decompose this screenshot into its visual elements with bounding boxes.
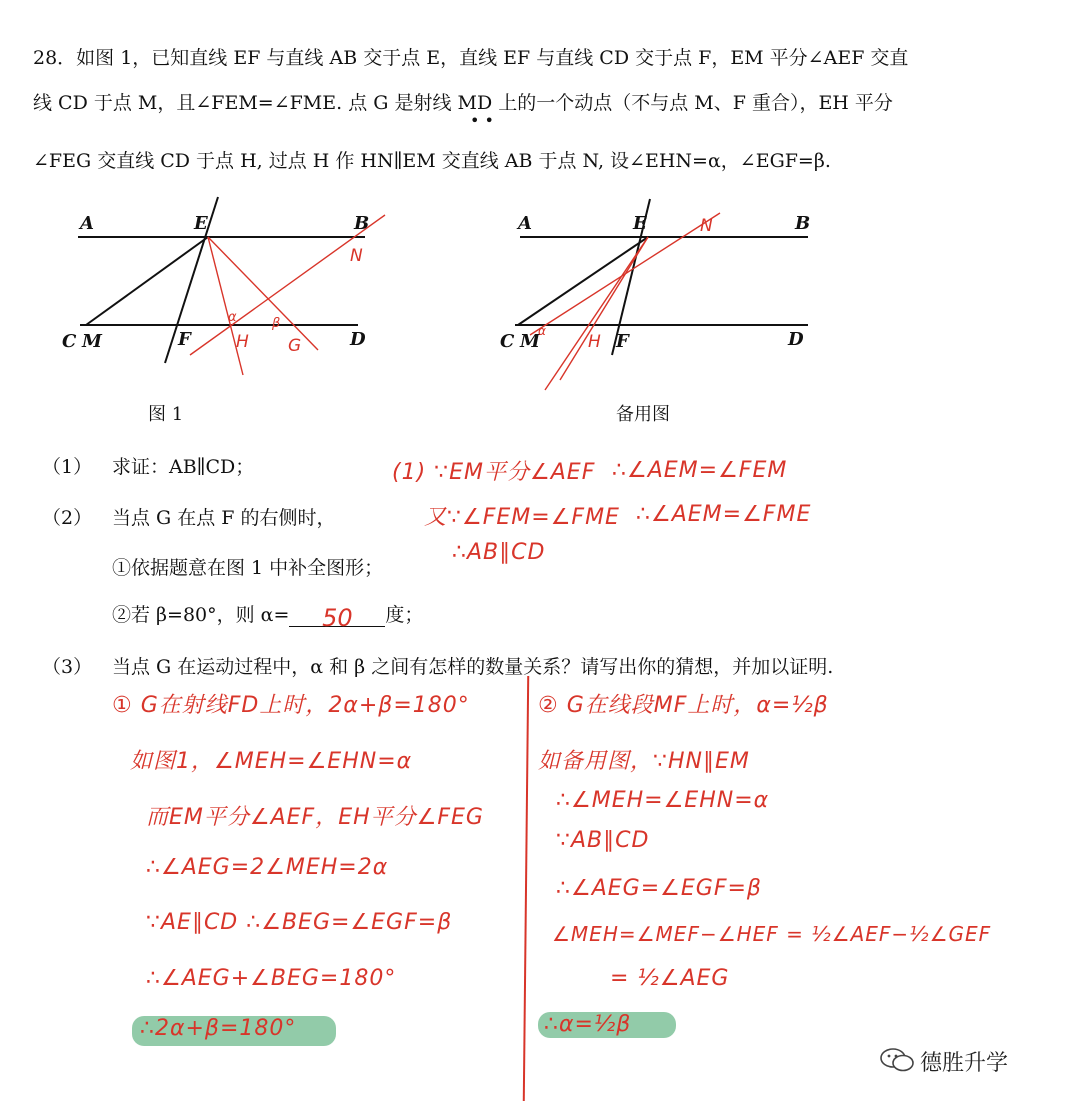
hw-left-6: ∴∠AEG+∠BEG=180° (146, 966, 397, 991)
label-f: F (178, 329, 191, 350)
hw-left-3: 而EM平分∠AEF，EH平分∠FEG (146, 805, 484, 830)
label-m: M (82, 331, 102, 352)
line-ef (165, 197, 218, 363)
hw-right-2: 如备用图，∵HN∥EM (538, 749, 750, 774)
label-a: A (80, 213, 94, 234)
ray-eg (545, 237, 648, 390)
hw-label-g: G (288, 336, 302, 356)
q2-part-1: ①依据题意在图 1 中补全图形； (112, 557, 384, 579)
hw-label-h: H (588, 332, 601, 352)
hw-label-n: N (700, 216, 713, 236)
hw-label-n: N (350, 246, 363, 266)
problem-line-3: ∠FEG 交直线 CD 于点 H, 过点 H 作 HN∥EM 交直线 AB 于点 N, 设∠EHN=α，∠EGF=β. (33, 150, 831, 172)
label-d: D (350, 329, 366, 350)
wechat-icon (880, 1048, 914, 1076)
answer-divider (523, 676, 529, 1101)
q2-text: 当点 G 在点 F 的右侧时， (112, 507, 336, 529)
figure-1 (0, 185, 420, 400)
figure-1-caption: 图 1 (148, 404, 184, 425)
hw-right-5: ∴∠AEG=∠EGF=β (556, 876, 762, 901)
hw-p1-line3: ∴AB∥CD (452, 540, 546, 565)
q2-answer: 50 (322, 604, 353, 632)
label-a: A (518, 213, 532, 234)
ray-eh (208, 237, 243, 375)
watermark-text: 德胜升学 (920, 1051, 1009, 1076)
hw-left-4: ∴∠AEG=2∠MEH=2α (146, 855, 389, 880)
hw-p1-line1: (1) ∵EM平分∠AEF (392, 460, 596, 485)
hw-label-h: H (236, 332, 249, 352)
label-m: M (520, 331, 540, 352)
figure-backup (490, 185, 830, 400)
label-d: D (788, 329, 804, 350)
problem-line-1: 28．如图 1，已知直线 EF 与直线 AB 交于点 E，直线 EF 与直线 CD 交于点 F，EM 平分∠AEF 交直 (33, 47, 909, 69)
hw-right-7: = ½∠AEG (610, 966, 730, 991)
hw-p1-line1b: ∴∠AEM=∠FEM (612, 458, 788, 483)
hw-left-1: ① G在射线FD上时，2α+β=180° (112, 693, 470, 718)
segment-em (518, 237, 648, 325)
hw-left-5: ∵AE∥CD ∴∠BEG=∠EGF=β (146, 910, 453, 935)
segment-em (86, 237, 208, 325)
q2-answer-blank (289, 604, 385, 632)
line-hn (530, 213, 720, 335)
hw-left-7: ∴2α+β=180° (140, 1016, 297, 1041)
hw-left-2: 如图1，∠MEH=∠EHN=α (130, 749, 413, 774)
q2-part-2-prefix: ②若 β=80°，则 α= (112, 604, 290, 626)
hw-right-8: ∴α=½β (544, 1012, 632, 1037)
q2-part-2 (112, 600, 424, 632)
ray-eh (560, 237, 648, 380)
hw-alpha: α (228, 310, 237, 325)
label-c: C (500, 331, 515, 352)
label-b: B (795, 213, 811, 234)
hw-alpha: α (538, 324, 546, 338)
hw-right-6: ∠MEH=∠MEF−∠HEF = ½∠AEF−½∠GEF (552, 922, 992, 946)
q3-number: （3） (42, 656, 93, 678)
emphasis-dots: • • (470, 111, 494, 130)
label-e: E (633, 213, 647, 234)
q2-part-2-suffix: 度； (385, 604, 424, 626)
problem-line-2: 线 CD 于点 M，且∠FEM=∠FME. 点 G 是射线 MD 上的一个动点（不与点 M、F 重合），EH 平分 (33, 92, 893, 114)
figure-backup-caption: 备用图 (616, 404, 670, 425)
hw-right-3: ∴∠MEH=∠EHN=α (556, 788, 770, 813)
label-f: F (616, 331, 629, 352)
label-b: B (354, 213, 370, 234)
hw-right-1: ② G在线段MF上时，α=½β (538, 693, 829, 718)
q3-text: 当点 G 在运动过程中，α 和 β 之间有怎样的数量关系？请写出你的猜想，并加以证明. (112, 656, 834, 678)
hw-beta: β (272, 316, 281, 331)
hw-p1-line2: 又∵∠FEM=∠FME (424, 505, 620, 530)
q1-text: 求证：AB∥CD； (112, 456, 255, 478)
ray-eg (208, 237, 318, 350)
q2-number: （2） (42, 507, 93, 529)
hw-p1-line2b: ∴∠AEM=∠FME (636, 502, 812, 527)
label-c: C (62, 331, 77, 352)
hw-right-4: ∵AB∥CD (556, 828, 650, 853)
label-e: E (194, 213, 208, 234)
q1-number: （1） (42, 456, 93, 478)
